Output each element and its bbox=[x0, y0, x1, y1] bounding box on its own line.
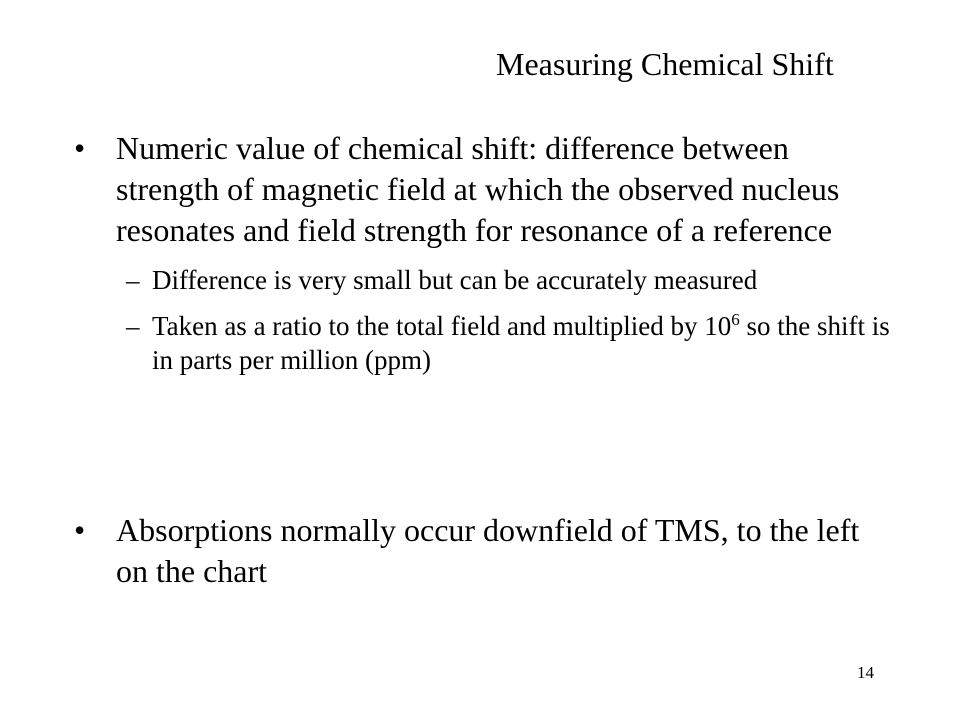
page-number: 14 bbox=[857, 663, 874, 682]
sub-item-2-text-before: Taken as a ratio to the total field and multiplied by 10 bbox=[152, 311, 732, 341]
sub-item-2-text bbox=[152, 309, 894, 377]
sub-item-2-superscript: 6 bbox=[731, 310, 740, 329]
bullet-2-marker: • bbox=[74, 512, 86, 548]
bullet-2-text: Absorptions normally occur downfield of TMS, to the left on the chart bbox=[116, 512, 860, 589]
bullet-2 bbox=[74, 510, 894, 592]
sub-item-2-text-after: so the shift is in parts per million (ppm) bbox=[152, 311, 890, 375]
bullet-2-row bbox=[74, 510, 894, 592]
slide-title: Measuring Chemical Shift bbox=[496, 46, 834, 82]
sub-item-1 bbox=[126, 263, 894, 297]
bullet-1-row bbox=[74, 128, 894, 251]
bullet-1-text: Numeric value of chemical shift: difference between strength of magnetic field at which the observed nucleus resonates and field strength for resonance of a reference bbox=[116, 130, 840, 248]
bullet-1-marker: • bbox=[74, 130, 86, 166]
sub-item-2 bbox=[126, 309, 894, 377]
bullet-1 bbox=[74, 128, 894, 389]
sub-item-1-text: Difference is very small but can be accurately measured bbox=[152, 265, 758, 295]
bullet-1-sub-list bbox=[74, 263, 894, 377]
sub-item-1-marker: – bbox=[126, 265, 140, 295]
sub-item-2-marker: – bbox=[126, 311, 140, 341]
